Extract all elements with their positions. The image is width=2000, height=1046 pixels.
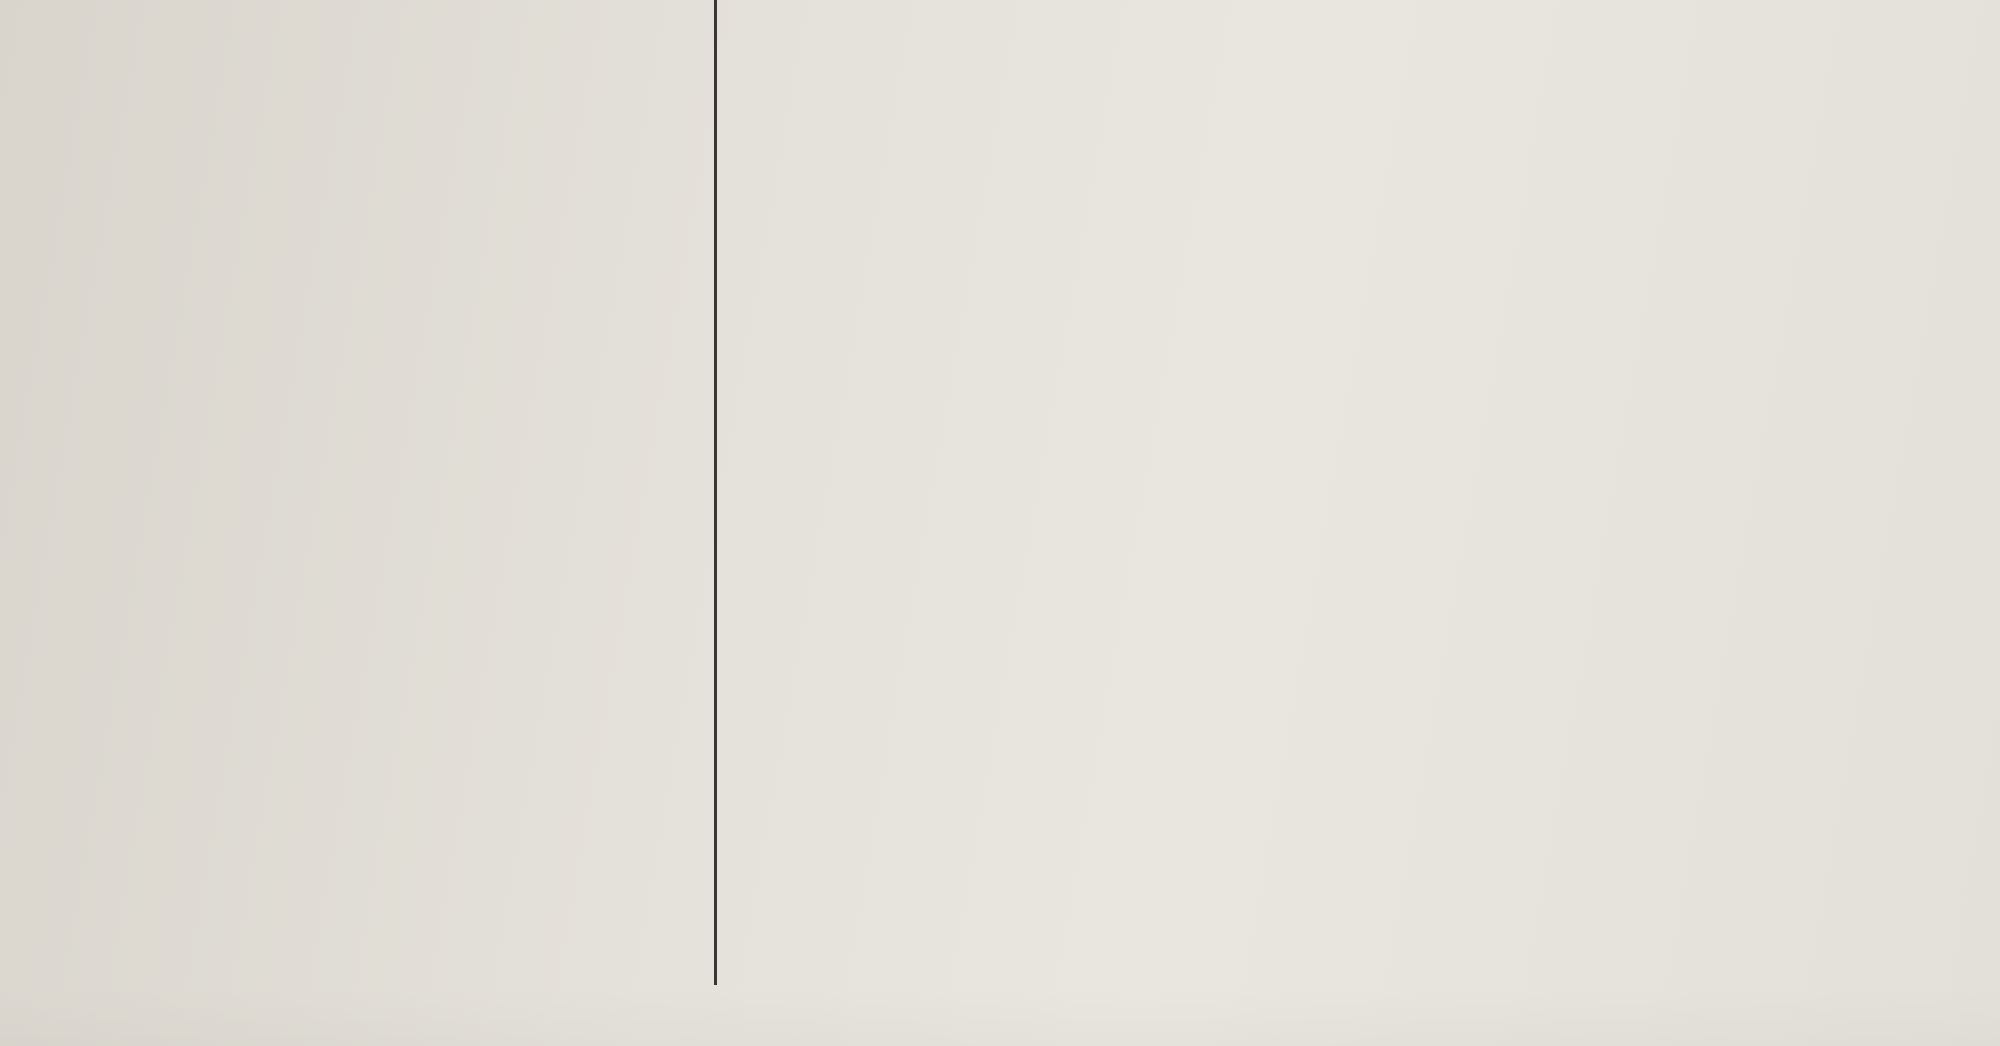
page-shadow — [0, 985, 2000, 1046]
column-divider — [714, 0, 717, 985]
